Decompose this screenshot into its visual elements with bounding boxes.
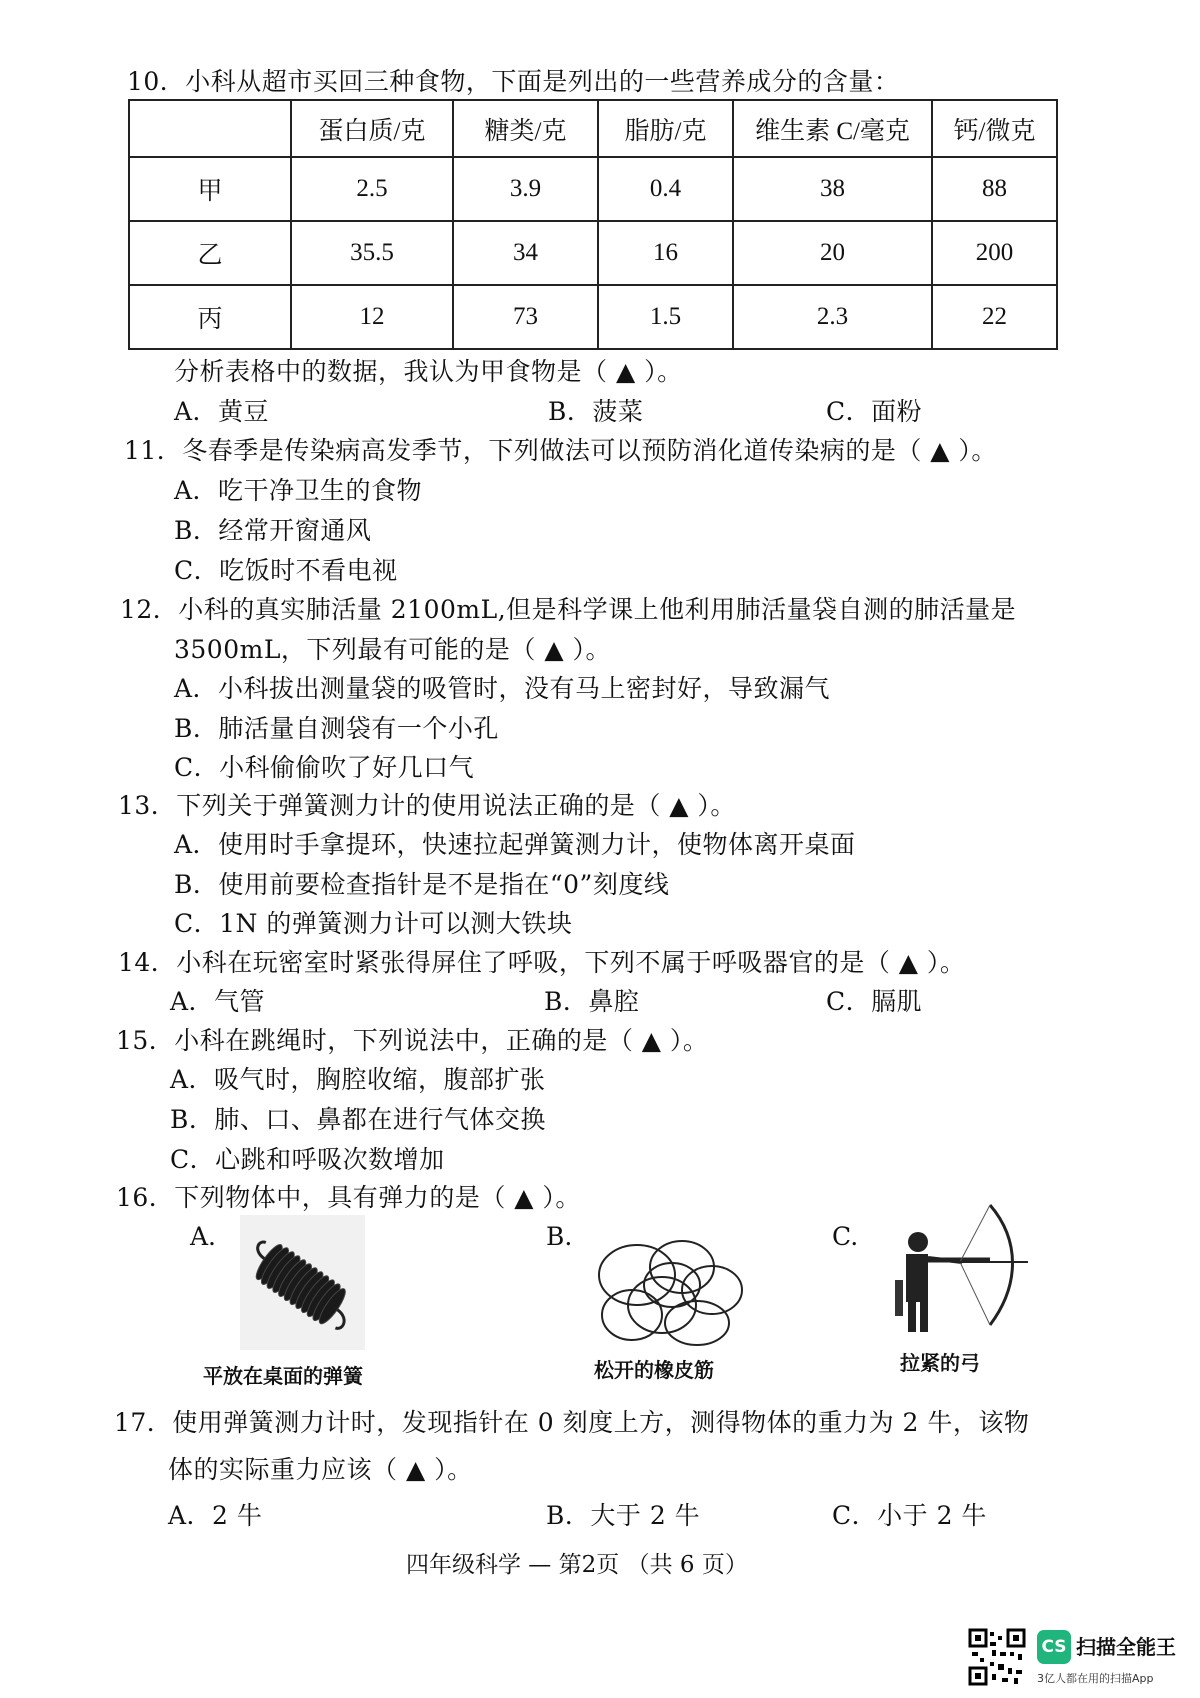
archer-image — [880, 1200, 1030, 1335]
q10-prompt: 分析表格中的数据，我认为甲食物是（ ▲ ）。 — [174, 357, 683, 386]
table-cell: 16 — [598, 221, 733, 285]
table-header-cell: 糖类/克 — [453, 100, 598, 157]
q12-option-b: B．肺活量自测袋有一个小孔 — [174, 714, 499, 743]
table-cell: 38 — [733, 157, 932, 221]
table-header-cell: 脂肪/克 — [598, 100, 733, 157]
q17-option-c: C．小于 2 牛 — [832, 1501, 987, 1530]
table-cell: 200 — [932, 221, 1057, 285]
table-header-row — [129, 100, 1057, 157]
table-cell: 35.5 — [291, 221, 453, 285]
rubber-bands-image — [592, 1235, 747, 1350]
q11-stem: 11．冬春季是传染病高发季节，下列做法可以预防消化道传染病的是（ ▲ ）。 — [124, 436, 997, 465]
q10-option-c: C．面粉 — [826, 397, 923, 426]
q16-option-b-caption: 松开的橡皮筋 — [594, 1358, 714, 1382]
table-header-cell: 维生素 C/毫克 — [733, 100, 932, 157]
q16-option-c-caption: 拉紧的弓 — [900, 1351, 980, 1375]
q17-stem-line1: 17．使用弹簧测力计时，发现指针在 0 刻度上方，测得物体的重力为 2 牛，该物 — [114, 1408, 1030, 1437]
q17-stem-line2: 体的实际重力应该（ ▲ ）。 — [168, 1455, 473, 1484]
q16-option-c-label: C. — [832, 1222, 859, 1251]
q13-option-a: A．使用时手拿提环，快速拉起弹簧测力计，使物体离开桌面 — [174, 830, 856, 859]
q16-stem: 16．下列物体中，具有弹力的是（ ▲ ）。 — [116, 1183, 581, 1212]
q14-option-a: A．气管 — [170, 987, 266, 1016]
table-header-cell: 蛋白质/克 — [291, 100, 453, 157]
q15-option-b: B．肺、口、鼻都在进行气体交换 — [170, 1105, 546, 1134]
q12-stem-line2: 3500mL，下列最有可能的是（ ▲ ）。 — [174, 635, 612, 664]
scanner-app-title: 扫描全能王 — [1076, 1635, 1176, 1659]
page-footer: 四年级科学 — 第2页 （共 6 页） — [406, 1552, 748, 1578]
spring-image — [240, 1215, 365, 1350]
table-cell: 2.5 — [291, 157, 453, 221]
table-cell: 73 — [453, 285, 598, 349]
table-header-cell — [129, 100, 291, 157]
q12-option-c: C．小科偷偷吹了好几口气 — [174, 753, 475, 782]
table-cell: 1.5 — [598, 285, 733, 349]
table-cell: 0.4 — [598, 157, 733, 221]
q15-option-a: A．吸气时，胸腔收缩，腹部扩张 — [170, 1065, 546, 1094]
table-row — [129, 221, 1057, 285]
table-cell: 20 — [733, 221, 932, 285]
q14-option-b: B．鼻腔 — [544, 987, 640, 1016]
table-cell: 甲 — [129, 157, 291, 221]
table-cell: 88 — [932, 157, 1057, 221]
table-row — [129, 285, 1057, 349]
q15-option-c: C．心跳和呼吸次数增加 — [170, 1145, 445, 1174]
qr-code-icon — [968, 1628, 1026, 1686]
table-cell: 22 — [932, 285, 1057, 349]
q14-option-c: C．膈肌 — [826, 987, 923, 1016]
q17-option-b: B．大于 2 牛 — [546, 1501, 701, 1530]
q10-option-a: A．黄豆 — [174, 397, 270, 426]
q16-option-b-label: B. — [546, 1222, 573, 1251]
q16-option-a-label: A. — [190, 1222, 217, 1251]
q15-stem: 15．小科在跳绳时，下列说法中，正确的是（ ▲ ）。 — [116, 1026, 709, 1055]
table-cell: 乙 — [129, 221, 291, 285]
q13-option-b: B．使用前要检查指针是不是指在“0”刻度线 — [174, 870, 670, 899]
table-cell: 34 — [453, 221, 598, 285]
q11-option-c: C．吃饭时不看电视 — [174, 556, 398, 585]
q12-option-a: A．小科拔出测量袋的吸管时，没有马上密封好，导致漏气 — [174, 674, 831, 703]
q14-stem: 14．小科在玩密室时紧张得屏住了呼吸，下列不属于呼吸器官的是（ ▲ ）。 — [118, 948, 966, 977]
q10-stem: 10．小科从超市买回三种食物，下面是列出的一些营养成分的含量： — [127, 67, 900, 96]
table-cell: 2.3 — [733, 285, 932, 349]
q13-option-c: C．1N 的弹簧测力计可以测大铁块 — [174, 909, 573, 938]
q11-option-a: A．吃干净卫生的食物 — [174, 476, 423, 505]
scanner-app-subtitle: 3亿人都在用的扫描App — [1037, 1672, 1154, 1685]
q17-option-a: A．2 牛 — [168, 1501, 263, 1530]
q10-option-b: B．菠菜 — [548, 397, 644, 426]
table-header-cell: 钙/微克 — [932, 100, 1057, 157]
scanner-logo-icon: CS — [1037, 1630, 1071, 1664]
table-row — [129, 157, 1057, 221]
q13-stem: 13．下列关于弹簧测力计的使用说法正确的是（ ▲ ）。 — [118, 791, 736, 820]
q11-option-b: B．经常开窗通风 — [174, 516, 372, 545]
nutrition-table — [128, 99, 1058, 350]
table-cell: 丙 — [129, 285, 291, 349]
q16-option-a-caption: 平放在桌面的弹簧 — [203, 1364, 363, 1388]
q12-stem-line1: 12．小科的真实肺活量 2100mL,但是科学课上他利用肺活量袋自测的肺活量是 — [120, 595, 1017, 624]
table-cell: 3.9 — [453, 157, 598, 221]
table-cell: 12 — [291, 285, 453, 349]
